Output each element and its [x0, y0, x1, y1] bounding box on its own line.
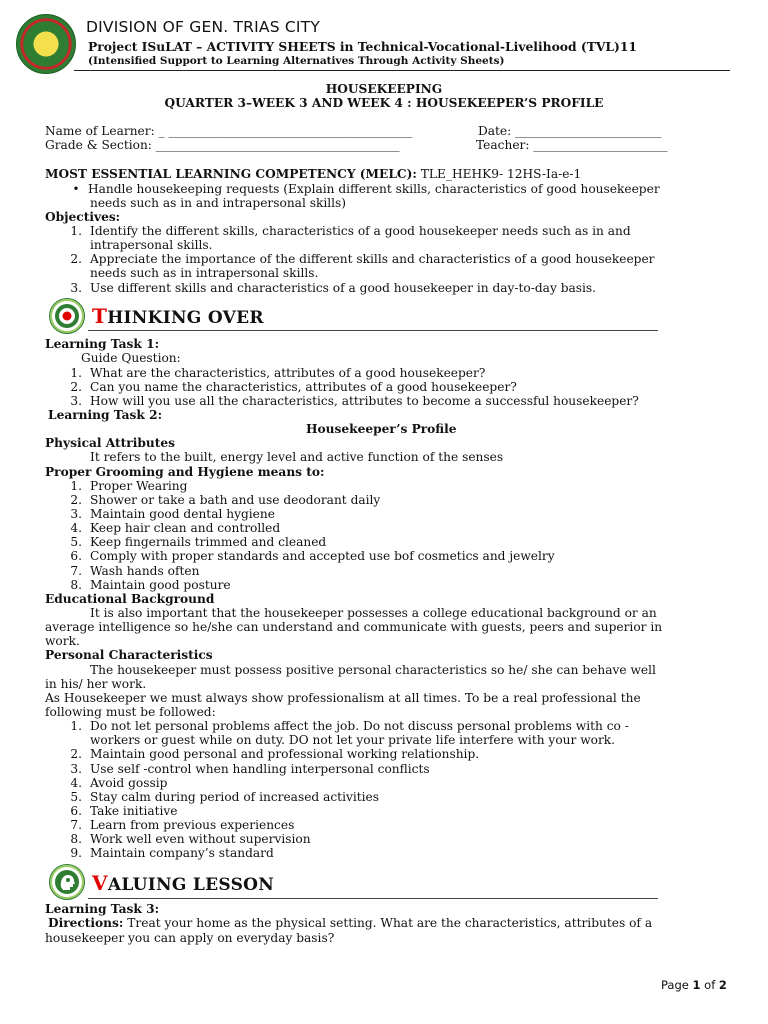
rule-item: 7. Learn from previous experiences [70, 818, 295, 832]
edu-text-1: It is also important that the housekeeper possesses a college educational background or an [90, 606, 657, 620]
educational-background-label: Educational Background [45, 592, 215, 606]
melc-bullet: • Handle housekeeping requests (Explain different skills, characteristics of good housekeeper [64, 182, 660, 196]
task2-label: Learning Task 2: [48, 408, 163, 422]
physical-attributes-text: It refers to the built, energy level and active function of the senses [90, 450, 504, 464]
rule-item: 6. Take initiative [70, 804, 178, 818]
rule-item: 9. Maintain company’s standard [70, 846, 274, 860]
head-icon [49, 864, 85, 900]
target-icon [49, 298, 85, 334]
question-2: 2. Can you name the characteristics, attributes of a good housekeeper? [70, 380, 517, 394]
rule-item: 4. Avoid gossip [70, 776, 168, 790]
rule-item-cont: workers or guest while on duty. DO not let your private life interfere with your work. [90, 733, 616, 747]
thinking-over-heading: THINKING OVER [92, 304, 264, 328]
rule-item: 5. Stay calm during period of increased activities [70, 790, 380, 804]
prof-text-1: As Housekeeper we must always show professionalism at all times. To be a real professional the [45, 691, 641, 705]
grooming-item: 7. Wash hands often [70, 564, 200, 578]
objective-1-cont: intrapersonal skills. [90, 238, 213, 252]
housekeepers-profile-heading: Housekeeper’s Profile [306, 422, 457, 436]
objectives-label: Objectives: [45, 210, 121, 224]
pers-text-1: The housekeeper must possess positive personal characteristics so he/ she can behave well [90, 663, 656, 677]
grooming-item: 5. Keep fingernails trimmed and cleaned [70, 535, 327, 549]
personal-characteristics-label: Personal Characteristics [45, 648, 213, 662]
rule-item: 8. Work well even without supervision [70, 832, 311, 846]
project-title: Project ISuLAT – ACTIVITY SHEETS in Technical-Vocational-Livelihood (TVL)11 [88, 39, 637, 54]
rule-item: 2. Maintain good personal and professional working relationship. [70, 747, 480, 761]
question-3: 3. How will you use all the characteristics, attributes to become a successful housekeeper? [70, 394, 639, 408]
date-field[interactable]: Date: ________________________ [478, 124, 662, 138]
task3-directions-cont: housekeeper you can apply on everyday basis? [45, 931, 335, 945]
melc-code: TLE_HEHK9- 12HS-Ia-e-1 [416, 167, 582, 181]
melc-bullet-cont: needs such as in and intrapersonal skills) [90, 196, 347, 210]
objective-2-cont: needs such as in intrapersonal skills. [90, 266, 319, 280]
division-seal-icon [16, 14, 76, 74]
grooming-item: 6. Comply with proper standards and accepted use bof cosmetics and jewelry [70, 549, 555, 563]
edu-text-2: average intelligence so he/she can understand and communicate with guests, peers and superior in [45, 620, 663, 634]
objective-1: 1. Identify the different skills, characteristics of a good housekeeper needs such as in and [70, 224, 631, 238]
task3-directions: Directions: Treat your home as the physical setting. What are the characteristics, attributes of a [48, 916, 653, 930]
grooming-item: 1. Proper Wearing [70, 479, 188, 493]
grooming-item: 2. Shower or take a bath and use deodorant daily [70, 493, 381, 507]
grooming-item: 4. Keep hair clean and controlled [70, 521, 281, 535]
page-number: Page 1 of 2 [661, 978, 727, 992]
melc-line [45, 167, 581, 181]
task3-label: Learning Task 3: [45, 902, 160, 916]
guide-question-label: Guide Question: [81, 351, 181, 365]
rule-item: 3. Use self -control when handling interpersonal conflicts [70, 762, 430, 776]
teacher-field[interactable]: Teacher: ______________________ [476, 138, 668, 152]
division-title: DIVISION OF GEN. TRIAS CITY [86, 18, 321, 36]
grooming-label: Proper Grooming and Hygiene means to: [45, 465, 325, 479]
grooming-item: 3. Maintain good dental hygiene [70, 507, 275, 521]
quarter-title: QUARTER 3–WEEK 3 AND WEEK 4 : HOUSEKEEPER’S PROFILE [164, 96, 604, 110]
prof-text-2: following must be followed: [45, 705, 216, 719]
name-of-learner-field[interactable]: Name of Learner: _ ________________________________________ [45, 124, 413, 138]
valuing-lesson-heading: VALUING LESSON [92, 871, 275, 895]
objective-2: 2. Appreciate the importance of the different skills and characteristics of a good housekeeper [70, 252, 655, 266]
edu-text-3: work. [45, 634, 80, 648]
melc-label: MOST ESSENTIAL LEARNING COMPETENCY (MELC): [45, 167, 417, 181]
physical-attributes-label: Physical Attributes [45, 436, 175, 450]
task1-label: Learning Task 1: [45, 337, 160, 351]
objective-3: 3. Use different skills and characteristics of a good housekeeper in day-to-day basis. [70, 281, 597, 295]
grooming-item: 8. Maintain good posture [70, 578, 231, 592]
question-1: 1. What are the characteristics, attributes of a good housekeeper? [70, 366, 486, 380]
subject-title: HOUSEKEEPING [325, 82, 443, 96]
section2-rule [88, 898, 658, 899]
rule-item: 1. Do not let personal problems affect the job. Do not discuss personal problems with co - [70, 719, 629, 733]
header-rule [74, 70, 730, 71]
pers-text-2: in his/ her work. [45, 677, 147, 691]
bullet-icon: • [72, 182, 80, 196]
grade-section-field[interactable]: Grade & Section: ________________________________________ [45, 138, 400, 152]
project-subtitle: (Intensified Support to Learning Alternatives Through Activity Sheets) [88, 55, 505, 67]
section1-rule [88, 330, 658, 331]
